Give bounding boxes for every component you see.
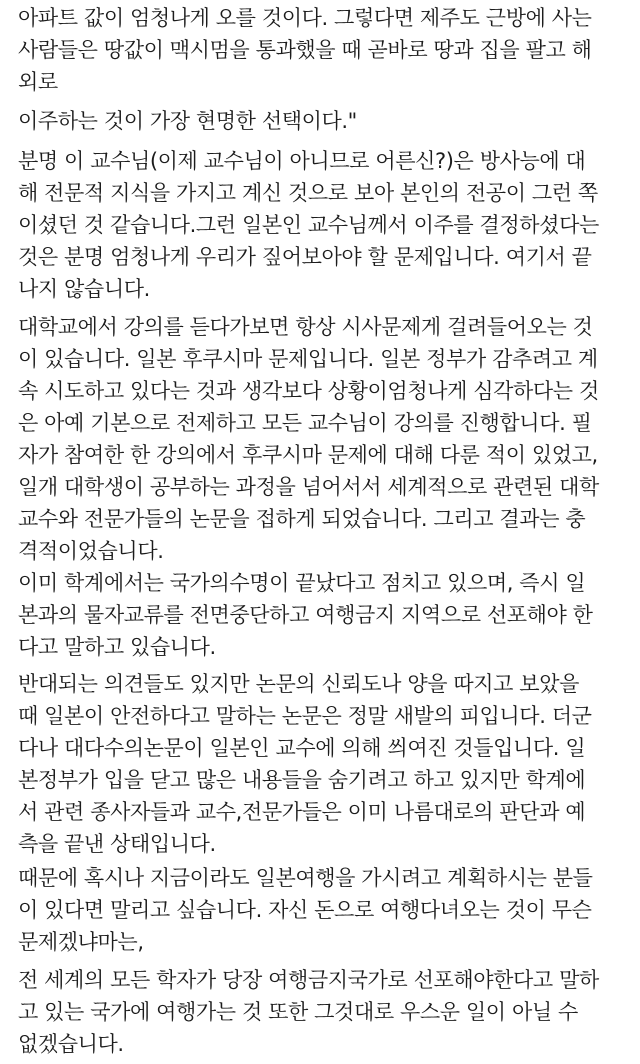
text-line: 이 있습니다. 일본 후쿠시마 문제입니다. 일본 정부가 감추려고 계: [18, 347, 598, 371]
text-line: 것은 분명 엄청나게 우리가 짚어보아야 할 문제입니다. 여기서 끝: [18, 245, 592, 269]
text-line: 측을 끝낸 상태입니다.: [18, 832, 216, 856]
text-line: 때 일본이 안전하다고 말하는 논문은 정말 새발의 피입니다. 더군: [18, 704, 592, 728]
paragraph-4: [18, 311, 599, 567]
text-line: 해 전문적 지식을 가지고 계신 것으로 보아 본인의 전공이 그런 쪽: [18, 181, 598, 205]
paragraph-8: [18, 964, 599, 1060]
paragraph-5: [18, 567, 593, 663]
text-line: 분명 이 교수님(이제 교수님이 아니므로 어른신?)은 방사능에 대: [18, 149, 586, 173]
text-line: 이미 학계에서는 국가의수명이 끝났다고 점치고 있으며, 즉시 일: [18, 571, 586, 595]
paragraph-2: [18, 105, 357, 137]
paragraph-7: [18, 862, 593, 958]
paragraph-3: [18, 145, 599, 305]
text-line: 나지 않습니다.: [18, 277, 150, 301]
text-line: 이주하는 것이 가장 현명한 선택이다.": [18, 109, 357, 133]
paragraph-1: [18, 2, 592, 98]
text-line: 아파트 값이 엄청나게 오를 것이다. 그렇다면 제주도 근방에 사는: [18, 6, 592, 30]
text-line: 속 시도하고 있다는 것과 생각보다 상황이엄청나게 심각하다는 것: [18, 379, 599, 403]
text-line: 때문에 혹시나 지금이라도 일본여행을 가시려고 계획하시는 분들: [18, 866, 593, 890]
text-line: 자가 참여한 한 강의에서 후쿠시마 문제에 대해 다룬 적이 있었고,: [18, 443, 598, 467]
text-line: 반대되는 의견들도 있지만 논문의 신뢰도나 양을 따지고 보았을: [18, 672, 579, 696]
text-line: 본정부가 입을 닫고 많은 내용들을 숨기려고 하고 있지만 학계에: [18, 768, 586, 792]
text-line: 고 있는 국가에 여행가는 것 또한 그것대로 우스운 일이 아닐 수: [18, 1000, 578, 1024]
text-line: 격적이었습니다.: [18, 539, 164, 563]
text-line: 일개 대학생이 공부하는 과정을 넘어서서 세계적으로 관련된 대학: [18, 475, 599, 499]
paragraph-6: [18, 668, 592, 860]
text-line: 교수와 전문가들의 논문을 접하게 되었습니다. 그리고 결과는 충: [18, 507, 586, 531]
text-line: 문제겠냐마는,: [18, 930, 144, 954]
text-line: 다고 말하고 있습니다.: [18, 635, 216, 659]
text-line: 외로: [18, 70, 58, 94]
text-line: 본과의 물자교류를 전면중단하고 여행금지 지역으로 선포해야 한: [18, 603, 593, 627]
text-line: 다나 대다수의논문이 일본인 교수에 의해 씌여진 것들입니다. 일: [18, 736, 586, 760]
text-line: 이셨던 것 같습니다.그런 일본인 교수님께서 이주를 결정하셨다는: [18, 213, 599, 237]
text-line: 은 아예 기본으로 전제하고 모든 교수님이 강의를 진행합니다. 필: [18, 411, 592, 435]
text-line: 대학교에서 강의를 듣다가보면 항상 시사문제게 걸려들어오는 것: [18, 315, 593, 339]
text-line: 사람들은 땅값이 맥시멈을 통과했을 때 곧바로 땅과 집을 팔고 해: [18, 38, 592, 62]
text-line: 서 관련 종사자들과 교수,전문가들은 이미 나름대로의 판단과 예: [18, 800, 586, 824]
text-line: 전 세계의 모든 학자가 당장 여행금지국가로 선포해야한다고 말하: [18, 968, 599, 992]
text-line: 없겠습니다.: [18, 1032, 124, 1056]
text-line: 이 있다면 말리고 싶습니다. 자신 돈으로 여행다녀오는 것이 무슨: [18, 898, 592, 922]
